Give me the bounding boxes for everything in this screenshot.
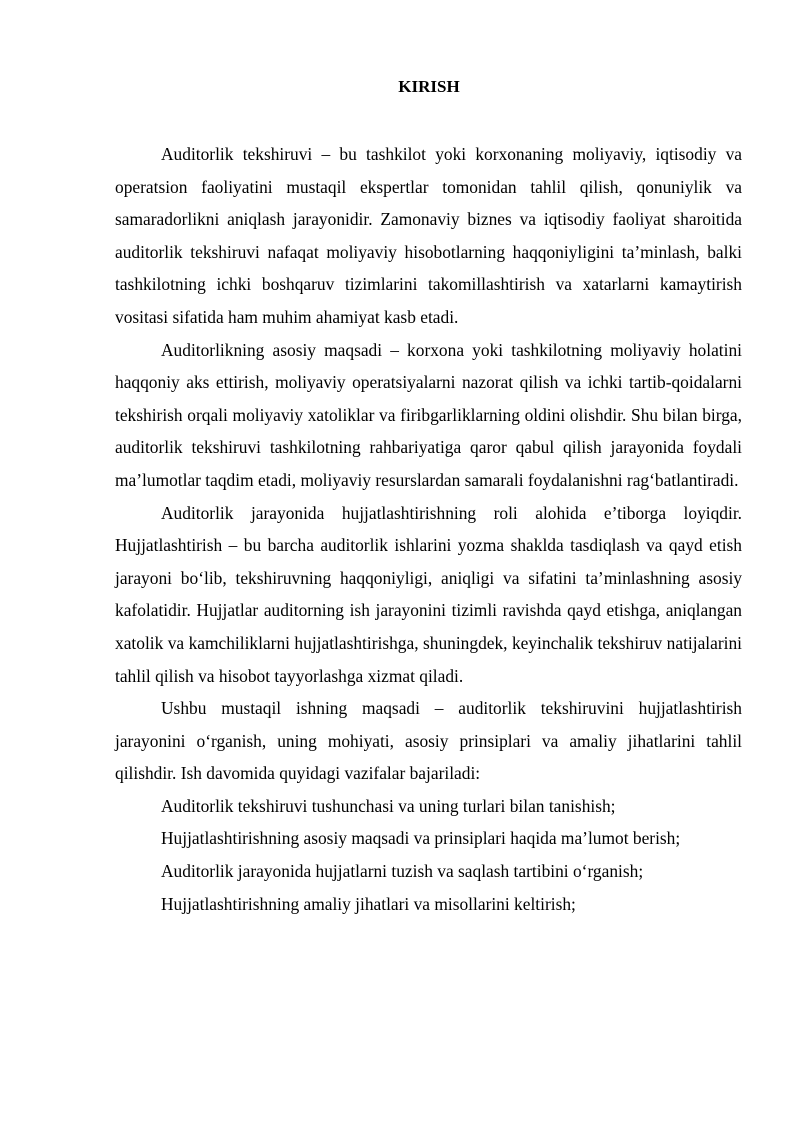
paragraph-work-goal: Ushbu mustaqil ishning maqsadi – auditorlik tekshiruvini hujjatlashtirish jarayonini o‘rganish, uning mohiyati, asosiy prinsiplari va amaliy jihatlarini tahlil qilishdir. Ish davomida quyidagi vazifalar bajariladi: [115, 698, 742, 784]
document-body [115, 138, 742, 920]
task-item: Auditorlik tekshiruvi tushunchasi va uning turlari bilan tanishish; [161, 795, 616, 816]
page-title: KIRISH [398, 77, 460, 96]
paragraph-intro: Auditorlik tekshiruvi – bu tashkilot yoki korxonaning moliyaviy, iqtisodiy va operatsion faoliyatini mustaqil ekspertlar tomonidan tahlil qilish, qonuniylik va samaradorlikni aniqlash jarayonidir. Zamonaviy biznes va iqtisodiy faoliyat sharoitida auditorlik tekshiruvi nafaqat moliyaviy hisobotlarning haqqoniyligini ta’minlash, balki tashkilotning ichki boshqaruv tizimlarini takomillashtirish va xatarlarni kamaytirish vositasi sifatida ham muhim ahamiyat kasb etadi. [115, 144, 742, 327]
task-item: Hujjatlashtirishning amaliy jihatlari va misollarini keltirish; [161, 893, 576, 914]
paragraph-audit-goal: Auditorlikning asosiy maqsadi – korxona yoki tashkilotning moliyaviy holatini haqqoniy aks ettirish, moliyaviy operatsiyalarni nazorat qilish va ichki tartib-qoidalarni tekshirish orqali moliyaviy xatoliklar va firibgarliklarning oldini olishdir. Shu bilan birga, auditorlik tekshiruvi tashkilotning rahbariyatiga qaror qabul qilish jarayonida foydali ma’lumotlar taqdim etadi, moliyaviy resurslardan samarali foydalanishni rag‘batlantiradi. [115, 339, 742, 490]
task-item: Hujjatlashtirishning asosiy maqsadi va prinsiplari haqida ma’lumot berish; [161, 828, 681, 849]
paragraph-documentation-role: Auditorlik jarayonida hujjatlashtirishning roli alohida e’tiborga loyiqdir. Hujjatlashtirish – bu barcha auditorlik ishlarini yozma shaklda tasdiqlash va qayd etish jarayoni bo‘lib, tekshiruvning haqqoniyligi, aniqligi va sifatini ta’minlashning asosiy kafolatidir. Hujjatlar auditorning ish jarayonini tizimli ravishda qayd etishga, aniqlangan xatolik va kamchiliklarni hujjatlashtirishga, shuningdek, keyinchalik tekshiruv natijalarini tahlil qilish va hisobot tayyorlashga xizmat qiladi. [115, 502, 742, 686]
task-item: Auditorlik jarayonida hujjatlarni tuzish va saqlash tartibini o‘rganish; [161, 861, 644, 882]
